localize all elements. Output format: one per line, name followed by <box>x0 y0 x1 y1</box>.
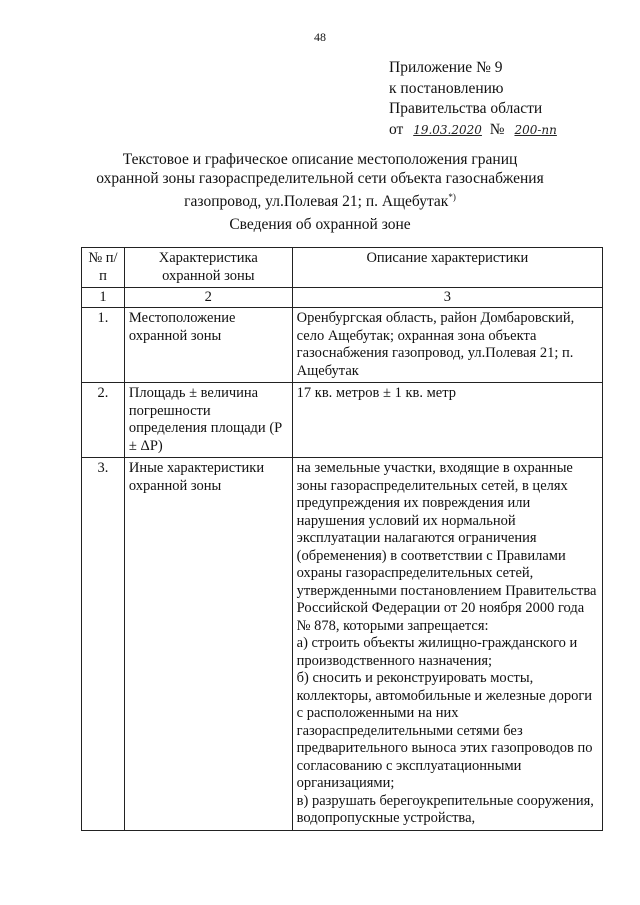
title-line-text: газопровод, ул.Полевая 21; п. Ащебутак <box>184 193 449 211</box>
description-paragraph: а) строить объекты жилищно-гражданского и производственного назначения; <box>296 635 578 669</box>
number-label: № <box>489 120 505 138</box>
table-row <box>82 308 603 383</box>
title-line: Текстовое и графическое описание местоположения границ <box>122 151 518 168</box>
description-paragraph: в) разрушать берегоукрепительные сооружения, водопропускные устройства, <box>296 792 594 826</box>
table-header: Описание характеристики <box>292 248 602 288</box>
from-label: от <box>389 120 404 138</box>
row-characteristic: Площадь ± величина погрешности определения площади (P ± ΔP) <box>124 383 292 458</box>
row-number: 1. <box>82 308 125 383</box>
table-row <box>82 383 603 458</box>
footnote-mark: *) <box>448 192 456 202</box>
section-title: Сведения об охранной зоне <box>229 216 411 233</box>
row-description: 17 кв. метров ± 1 кв. метр <box>292 383 602 458</box>
column-number: 1 <box>82 288 125 308</box>
description-paragraph: б) сносить и реконструировать мосты, коллекторы, автомобильные и железные дороги с расположенными на них газораспределительными сетями без предварительного выноса этих газопроводов по согласованию с эксплуатационными организациями; <box>296 670 593 791</box>
table-header-row <box>82 248 603 288</box>
column-number-row <box>82 288 603 308</box>
table-header: № п/п <box>82 248 125 288</box>
handwritten-number: 200-пп <box>514 122 557 137</box>
row-description <box>292 458 602 831</box>
row-characteristic: Местоположение охранной зоны <box>124 308 292 383</box>
title-line: охранной зоны газораспределительной сети объекта газоснабжения <box>96 170 544 187</box>
appendix-header <box>389 58 557 140</box>
row-number: 3. <box>82 458 125 831</box>
handwritten-date: 19.03.2020 <box>413 122 482 137</box>
protected-zone-table <box>81 247 603 831</box>
appendix-line: Правительства области <box>389 100 543 117</box>
appendix-line: Приложение № 9 <box>389 59 503 76</box>
document-title <box>60 150 580 211</box>
description-paragraph: на земельные участки, входящие в охранные зоны газораспределительных сетей, в целях предупреждения их повреждения или нарушения условий их нормальной эксплуатации налагаются ограничения (обременения) в соответствии с Правилами охраны газораспределительных сетей, утвержденными постановлением Правительства Российской Федерации от 20 ноября 2000 года № 878, которыми запрещается: <box>296 460 597 634</box>
row-description: Оренбургская область, район Домбаровский, село Ащебутак; охранная зона объекта газоснабжения газопровод, ул.Полевая 21; п. Ащебутак <box>292 308 602 383</box>
table-row <box>82 458 603 831</box>
row-characteristic: Иные характеристики охранной зоны <box>124 458 292 831</box>
appendix-date-line <box>389 120 557 141</box>
table-header: Характеристика охранной зоны <box>124 248 292 288</box>
page-number: 48 <box>314 30 326 44</box>
column-number: 2 <box>124 288 292 308</box>
appendix-line: к постановлению <box>389 79 504 97</box>
row-number: 2. <box>82 383 125 458</box>
title-line <box>60 188 580 211</box>
column-number: 3 <box>292 288 602 308</box>
